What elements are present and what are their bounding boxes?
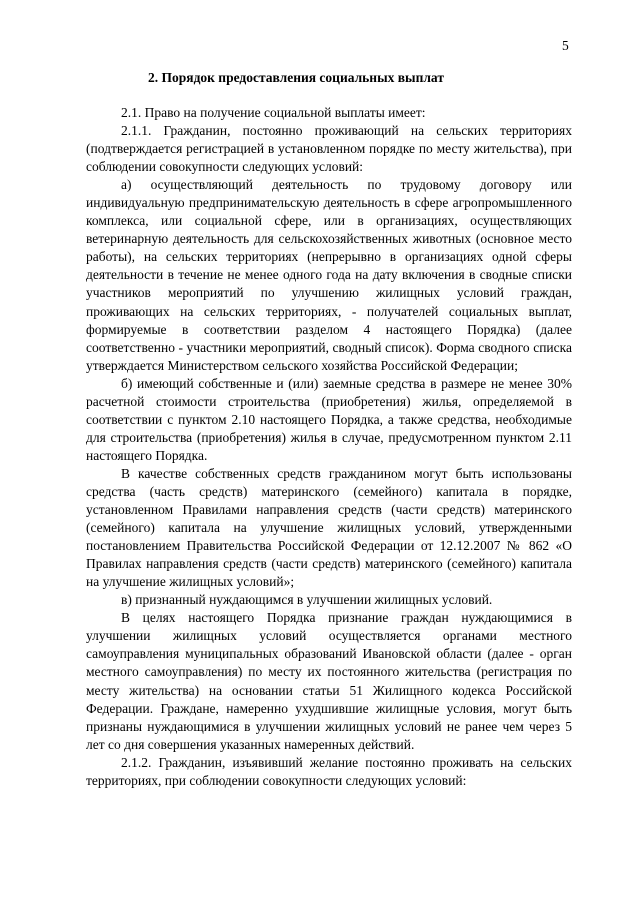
paragraph: а) осуществляющий деятельность по трудовому договору или индивидуальную предпринимательскую деятельность в сфере агропромышленного комплекса, или социальной сфере, или в организациях, осуществляющих ветеринарную деятельность для сельскохозяйственных животных (основное место работы), на сельских территориях (непрерывно в организациях одной сферы деятельности в течение не менее одного года на дату включения в сводные списки участников мероприятий по улучшению жилищных условий граждан, проживающих на сельских территориях, - получателей социальных выплат, формируемые в соответствии разделом 4 настоящего Порядка) (далее соответственно - участники мероприятий, сводный список). Форма сводного списка утверждается Министерством сельского хозяйства Российской Федерации; bbox=[86, 177, 572, 373]
paragraph: 2.1.1. Гражданин, постоянно проживающий на сельских территориях (подтверждается регистрацией в установленном порядке по месту жительства), при соблюдении совокупности следующих условий: bbox=[86, 123, 572, 175]
paragraph: б) имеющий собственные и (или) заемные средства в размере не менее 30% расчетной стоимости строительства (приобретения) жилья, определяемой в соответствии с пунктом 2.10 настоящего Порядка, а также средства, необходимые для строительства (приобретения) жилья в случае, предусмотренном пунктом 2.11 настоящего Порядка. bbox=[86, 375, 572, 463]
paragraph: В качестве собственных средств гражданином могут быть использованы средства (часть средств) материнского (семейного) капитала в порядке, установленном Правилами направления средств (части средств) материнского (семейного) капитала на улучшение жилищных условий, утвержденными постановлением Правительства Российской Федерации от 12.12.2007 № 862 «О Правилах направления средств (части средств) материнского (семейного) капитала на улучшение жилищных условий»; bbox=[86, 465, 572, 590]
paragraph: 2.1.2. Гражданин, изъявивший желание постоянно проживать на сельских территориях, при соблюдении совокупности следующих условий: bbox=[86, 754, 572, 788]
section-heading: 2. Порядок предоставления социальных выплат bbox=[148, 70, 444, 85]
paragraph: В целях настоящего Порядка признание граждан нуждающимися в улучшении жилищных условий осуществляется органами местного самоуправления муниципальных образований Ивановской области (далее - орган местного самоуправления) по месту их постоянного жительства (регистрация по месту жительства) на основании статьи 51 Жилищного кодекса Российской Федерации. Граждане, намеренно ухудшившие жилищные условия, могут быть признаны нуждающимися в улучшении жилищных условий не ранее чем через 5 лет со дня совершения указанных намеренных действий. bbox=[86, 610, 572, 752]
document-body bbox=[86, 104, 572, 790]
page-number: 5 bbox=[562, 38, 569, 53]
paragraph: 2.1. Право на получение социальной выплаты имеет: bbox=[121, 105, 426, 120]
paragraph: в) признанный нуждающимся в улучшении жилищных условий. bbox=[121, 592, 493, 608]
